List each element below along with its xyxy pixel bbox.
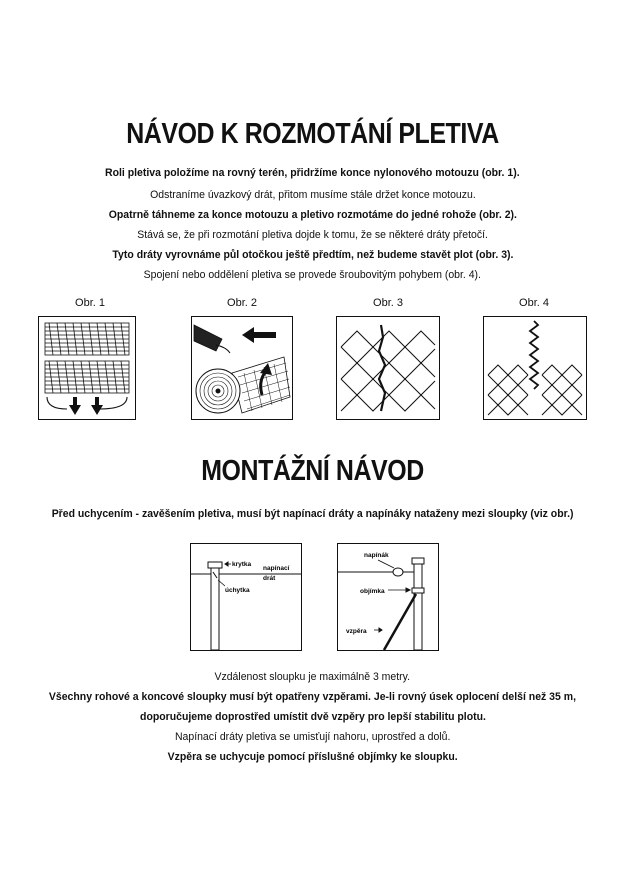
installation-line-5: Vzpěra se uchycuje pomocí příslušné objímky ke sloupku. [167, 751, 458, 763]
diagram-post-wire [190, 543, 302, 651]
installation-line-3: doporučujeme doprostřed umístit dvě vzpěry pro lepší stabilitu plotu. [139, 711, 486, 723]
instruction-line-2: Odstraníme úvazkový drát, přitom musíme stále držet konce motouzu. [149, 189, 476, 201]
title-unrolling: NÁVOD K ROZMOTÁNÍ PLETIVA [126, 118, 499, 150]
installation-intro: Před uchycením - zavěšením pletiva, musí být napínací dráty a napínáky nataženy mezi sloupky (viz obr.) [51, 508, 574, 520]
instruction-line-1: Roli pletiva položíme na rovný terén, přidržíme konce nylonového motouzu (obr. 1). [105, 167, 520, 179]
figure-2-unrolling [191, 316, 293, 420]
figure-3-straightening [336, 316, 440, 420]
label-tension-wire-1: napínací [263, 565, 290, 572]
label-cap: krytka [232, 561, 252, 568]
installation-line-4: Napínací dráty pletiva se umisťují nahoru, uprostřed a dolů. [174, 731, 451, 743]
figure-3-label: Obr. 3 [373, 297, 403, 309]
label-strut: vzpěra [346, 628, 367, 635]
diagram-post-strut [337, 543, 439, 651]
installation-line-2: Všechny rohové a koncové sloupky musí být opatřeny vzpěrami. Je-li rovný úsek oplocení delší než 35 m, [48, 691, 577, 703]
instruction-line-5: Tyto dráty vyrovnáme půl otočkou ještě předtím, než budeme stavět plot (obr. 3). [111, 249, 514, 261]
figure-4-joining [483, 316, 587, 420]
instruction-line-3: Opatrně táhneme za konce motouzu a pletivo rozmotáme do jedné rohože (obr. 2). [108, 209, 517, 221]
figure-1-rolled-mesh [38, 316, 136, 420]
title-installation: MONTÁŽNÍ NÁVOD [201, 455, 424, 487]
figure-2-label: Obr. 2 [227, 297, 257, 309]
label-tensioner: napínák [364, 552, 389, 559]
instruction-line-4: Stává se, že při rozmotání pletiva dojde k tomu, že se některé dráty přetočí. [137, 229, 488, 241]
label-clip: úchytka [225, 587, 250, 594]
instruction-line-6: Spojení nebo oddělení pletiva se provede šroubovitým pohybem (obr. 4). [143, 269, 482, 281]
label-clamp: objímka [360, 588, 385, 595]
figure-1-label: Obr. 1 [75, 297, 105, 309]
label-tension-wire-2: drát [263, 575, 276, 582]
figure-4-label: Obr. 4 [519, 297, 549, 309]
installation-line-1: Vzdálenost sloupku je maximálně 3 metry. [214, 671, 411, 683]
